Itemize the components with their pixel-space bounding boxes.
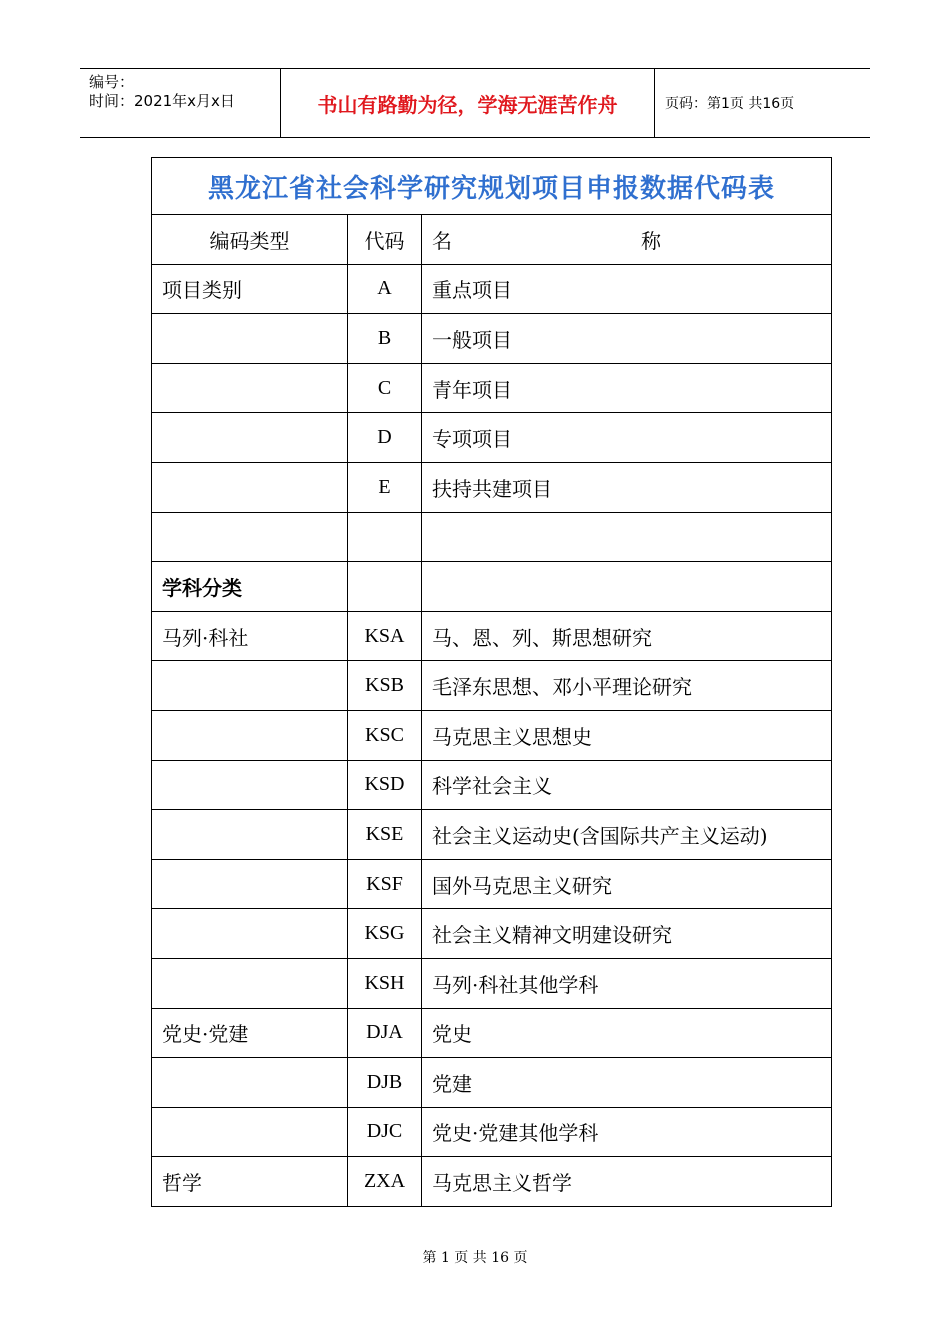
table-row (152, 611, 832, 661)
row-type-cell: 项目类别 (152, 264, 348, 314)
row-code-cell: KSD (348, 760, 422, 810)
row-code-cell (348, 512, 422, 562)
row-name-cell: 马克思主义哲学 (422, 1157, 832, 1207)
row-name-cell: 青年项目 (422, 363, 832, 413)
table-row (152, 760, 832, 810)
table-row (152, 958, 832, 1008)
row-code-cell: KSE (348, 810, 422, 860)
row-type-cell (152, 1058, 348, 1108)
row-code-cell: E (348, 462, 422, 512)
row-type-cell (152, 810, 348, 860)
row-type-cell (152, 661, 348, 711)
col-header-name (422, 215, 832, 265)
row-code-cell: KSA (348, 611, 422, 661)
table-row (152, 1058, 832, 1108)
row-code-cell: C (348, 363, 422, 413)
row-code-cell: KSF (348, 859, 422, 909)
row-type-cell (152, 760, 348, 810)
row-name-cell: 马克思主义思想史 (422, 710, 832, 760)
row-type-cell (152, 512, 348, 562)
row-name-cell: 科学社会主义 (422, 760, 832, 810)
row-name-cell: 马列·科社其他学科 (422, 958, 832, 1008)
table-row (152, 1008, 832, 1058)
row-type-cell (152, 859, 348, 909)
header-meta-cell (80, 69, 281, 137)
row-code-cell: KSB (348, 661, 422, 711)
row-code-cell: KSH (348, 958, 422, 1008)
row-name-cell: 毛泽东思想、邓小平理论研究 (422, 661, 832, 711)
row-name-cell: 党史·党建其他学科 (422, 1107, 832, 1157)
row-type-cell (152, 710, 348, 760)
row-type-cell: 学科分类 (152, 562, 348, 612)
col-header-name-a: 名 (432, 228, 452, 253)
row-type-cell (152, 363, 348, 413)
row-name-cell: 马、恩、列、斯思想研究 (422, 611, 832, 661)
row-name-cell (422, 512, 832, 562)
row-name-cell: 国外马克思主义研究 (422, 859, 832, 909)
table-row (152, 710, 832, 760)
row-code-cell: B (348, 314, 422, 364)
row-type-cell (152, 413, 348, 463)
row-type-cell (152, 1107, 348, 1157)
row-code-cell: A (348, 264, 422, 314)
row-name-cell: 党建 (422, 1058, 832, 1108)
table-row (152, 462, 832, 512)
col-header-name-b: 称 (641, 228, 662, 253)
row-code-cell: KSG (348, 909, 422, 959)
table-header-row (152, 215, 832, 265)
table-row (152, 859, 832, 909)
code-table (151, 157, 832, 1207)
table-row (152, 512, 832, 562)
col-header-type: 编码类型 (152, 215, 348, 265)
page-footer: 第 1 页 共 16 页 (422, 1250, 528, 1266)
table-row (152, 1107, 832, 1157)
row-type-cell (152, 958, 348, 1008)
header-page-info: 页码：第1页 共16页 (665, 96, 795, 112)
row-code-cell (348, 562, 422, 612)
row-name-cell: 党史 (422, 1008, 832, 1058)
table-row (152, 1157, 832, 1207)
number-label: 编号： (89, 73, 135, 91)
row-type-cell: 马列·科社 (152, 611, 348, 661)
table-title-row (152, 158, 832, 215)
row-code-cell: KSC (348, 710, 422, 760)
row-code-cell: ZXA (348, 1157, 422, 1207)
row-type-cell: 哲学 (152, 1157, 348, 1207)
row-name-cell: 重点项目 (422, 264, 832, 314)
table-row (152, 264, 832, 314)
row-name-cell: 社会主义精神文明建设研究 (422, 909, 832, 959)
table-row (152, 909, 832, 959)
table-row (152, 314, 832, 364)
row-code-cell: DJA (348, 1008, 422, 1058)
row-name-cell: 社会主义运动史(含国际共产主义运动) (422, 810, 832, 860)
row-code-cell: DJC (348, 1107, 422, 1157)
row-type-cell (152, 314, 348, 364)
row-name-cell: 一般项目 (422, 314, 832, 364)
row-type-cell (152, 909, 348, 959)
document-header (80, 68, 870, 138)
table-row (152, 810, 832, 860)
table-row (152, 562, 832, 612)
table-row (152, 661, 832, 711)
col-header-code: 代码 (348, 215, 422, 265)
header-motto: 书山有路勤为径，学海无涯苦作舟 (281, 69, 655, 137)
row-code-cell: DJB (348, 1058, 422, 1108)
row-name-cell: 扶持共建项目 (422, 462, 832, 512)
row-type-cell: 党史·党建 (152, 1008, 348, 1058)
row-name-cell: 专项项目 (422, 413, 832, 463)
time-label: 时间：2021年x月x日 (89, 92, 235, 110)
row-name-cell (422, 562, 832, 612)
table-row (152, 363, 832, 413)
row-code-cell: D (348, 413, 422, 463)
table-title: 黑龙江省社会科学研究规划项目申报数据代码表 (152, 158, 832, 215)
row-type-cell (152, 462, 348, 512)
table-row (152, 413, 832, 463)
